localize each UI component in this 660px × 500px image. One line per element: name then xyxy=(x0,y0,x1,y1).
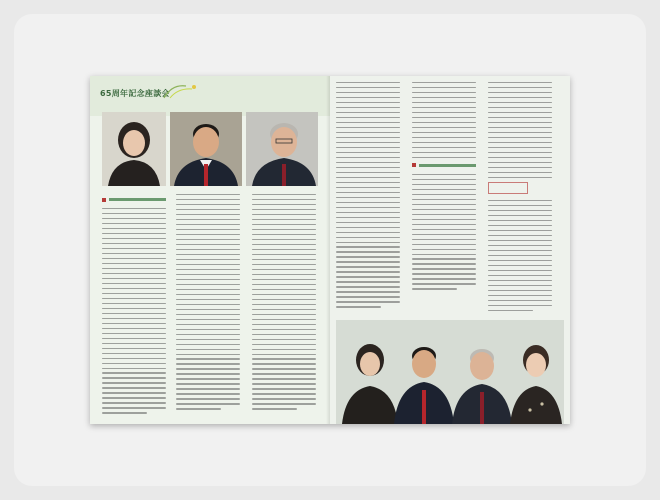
text-column-1 xyxy=(102,194,166,416)
magazine-spread xyxy=(90,76,570,424)
section-title: 65周年記念座談会 xyxy=(100,88,170,98)
portrait-photo-man-red-tie xyxy=(170,112,242,186)
subheading xyxy=(102,196,166,203)
portrait-photo-woman xyxy=(102,112,166,186)
section-header xyxy=(100,86,170,100)
text-column-6 xyxy=(488,82,552,320)
leaf-decoration-icon xyxy=(162,82,202,100)
text-column-3 xyxy=(252,194,316,416)
left-page xyxy=(90,76,330,424)
group-photo xyxy=(336,320,564,424)
text-column-5 xyxy=(412,82,476,312)
subheading xyxy=(412,162,476,169)
text-column-2 xyxy=(176,194,240,416)
right-page xyxy=(330,76,570,424)
portrait-photo-man-grey-hair xyxy=(246,112,318,186)
boxed-subheading xyxy=(488,182,528,194)
